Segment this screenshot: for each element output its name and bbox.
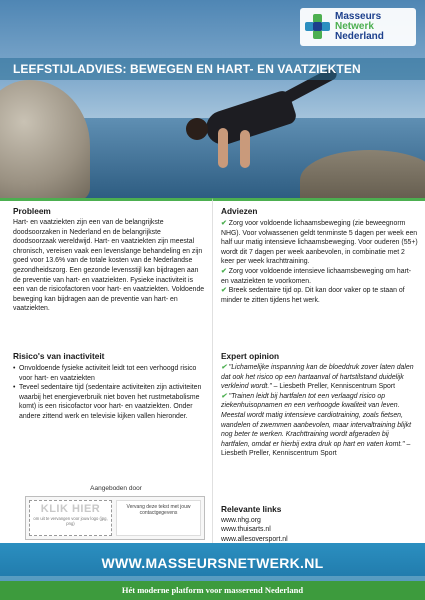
contact-placeholder-text: Vervang deze tekst met jouw contactgegevens — [126, 504, 191, 516]
quote-item — [221, 392, 419, 459]
logo-line: Netwerk — [335, 21, 374, 32]
yoga-figure-head — [186, 118, 208, 140]
logo-mark-icon — [305, 14, 331, 40]
link-allesoversport[interactable]: www.allesoversport.nl — [221, 535, 288, 543]
advies-text: Zorg voor voldoende intensieve lichaamsbeweging om hart- en vaatziekten te voorkomen. — [221, 267, 412, 285]
title-bar — [0, 58, 425, 80]
logo-placeholder[interactable] — [29, 500, 112, 536]
check-icon: ✔ — [221, 220, 227, 227]
page-title: LEEFSTIJLADVIES: BEWEGEN EN HART- EN VAATZIEKTEN — [13, 62, 361, 76]
logo-line: Nederland — [335, 31, 384, 42]
logo-placeholder-hint: om uit te vervangen voor jouw logo (jpg, png) — [33, 516, 108, 526]
advies-item — [221, 267, 419, 286]
check-icon: ✔ — [221, 364, 227, 371]
check-icon: ✔ — [221, 287, 227, 295]
footer-url[interactable]: WWW.MASSEURSNETWERK.NL — [101, 555, 324, 571]
footer-tagline: Hét moderne platform voor masserend Nederland — [121, 585, 304, 595]
links-list — [221, 516, 288, 544]
advies-text: Zorg voor voldoende lichaamsbeweging (zie beweegnorm NHG). Voor volwassenen geldt tenminste 5 dagen per week een half uur matig intensieve lichaamsbeweging. Voor ouderen (55+) wordt dit 7 dagen per week aanbevolen, in combinatie met 2 keer per week krachttraining. — [221, 220, 418, 266]
links-heading: Relevante links — [221, 504, 282, 514]
rock-left — [0, 80, 90, 198]
quote-author: – Liesbeth Preller, Kenniscentrum Sport — [221, 440, 411, 458]
contact-placeholder[interactable] — [116, 500, 201, 536]
yoga-figure-arm — [218, 128, 228, 168]
risico-item: • Teveel sedentaire tijd (sedentaire activiteiten zijn activiteiten waarbij het energieverbruik niet boven het rustmetabolisme komt) is een risicofactor voor hart- en vaatziekten. Onder andere zittend werk en televisie kijken vallen hieronder. — [13, 383, 205, 421]
offered-by-box — [25, 485, 205, 540]
brand-logo[interactable] — [300, 8, 416, 46]
probleem-heading: Probleem — [13, 206, 51, 216]
link-thuisarts[interactable]: www.thuisarts.nl — [221, 526, 271, 534]
footer — [0, 543, 425, 600]
adviezen-heading: Adviezen — [221, 206, 258, 216]
quote-text: "Lichamelijke inspanning kan de bloeddruk zover laten dalen dat ook het risico op een hartaanval of hartstilstand duidelijk verkleind wordt." — [221, 364, 414, 391]
logo-wordmark — [335, 12, 384, 42]
risico-heading: Risico's van inactiviteit — [13, 351, 105, 361]
right-column — [212, 198, 425, 543]
footer-tagline-bar — [0, 581, 425, 600]
probleem-text: Hart- en vaatziekten zijn een van de belangrijkste doodsoorzaken in Nederland en de belangrijkste doodsoorzaak wereldwijd. Hart- en vaatziekten zijn meestal chronisch, vereisen vaak een levenslange behandeling en zijn goed voor 13.6% van de totale kosten van de Nederlandse gezondheidszorg. Een gezonde levensstijl kan bijdragen aan de preventie van hart- en vaatziekten. Fysieke inactiviteit is een van de risicofactoren voor hart- en vaatziekten. Voldoende beweging kan bijdragen aan de preventie van hart- en vaatziekten. — [13, 219, 205, 313]
check-icon: ✔ — [221, 267, 227, 275]
logo-placeholder-label: KLIK HIER — [40, 503, 101, 515]
quote-text: "Trainen leidt bij hartfalen tot een verlaagd risico op ziekenhuisopnamen en een verhoogde kwaliteit van leven. Meestal wordt matig intensieve cardiotraining, zoals fietsen, wandelen of zwemmen aanbevolen, maar intervaltraining blijkt nog beter te werken. Krachttraining wordt afgeraden bij hartfalen, omdat er hierbij extra druk op hart en vaten komt." — [221, 392, 411, 448]
logo-line: Masseurs — [335, 11, 382, 22]
quote-item — [221, 363, 419, 392]
risico-item: • Onvoldoende fysieke activiteit leidt tot een verhoogd risico voor hart- en vaatziekten — [13, 364, 205, 383]
advies-item — [221, 286, 419, 305]
advies-item — [221, 219, 419, 267]
adviezen-list — [221, 219, 419, 305]
expert-quotes — [221, 363, 419, 459]
expert-heading: Expert opinion — [221, 351, 280, 361]
hero-image — [0, 0, 425, 198]
left-column — [0, 198, 212, 543]
quote-author: – Liesbeth Preller, Kenniscentrum Sport — [271, 383, 396, 391]
advies-text: Breek sedentaire tijd op. Dit kan door vaker op te staan of minder te zitten tijdens het werk. — [221, 287, 405, 304]
link-nhg[interactable]: www.nhg.org — [221, 517, 261, 524]
yoga-figure-arm — [240, 130, 250, 168]
check-icon: ✔ — [221, 392, 227, 400]
risico-list — [13, 364, 205, 422]
offered-by-title: Aangeboden door — [90, 485, 142, 492]
